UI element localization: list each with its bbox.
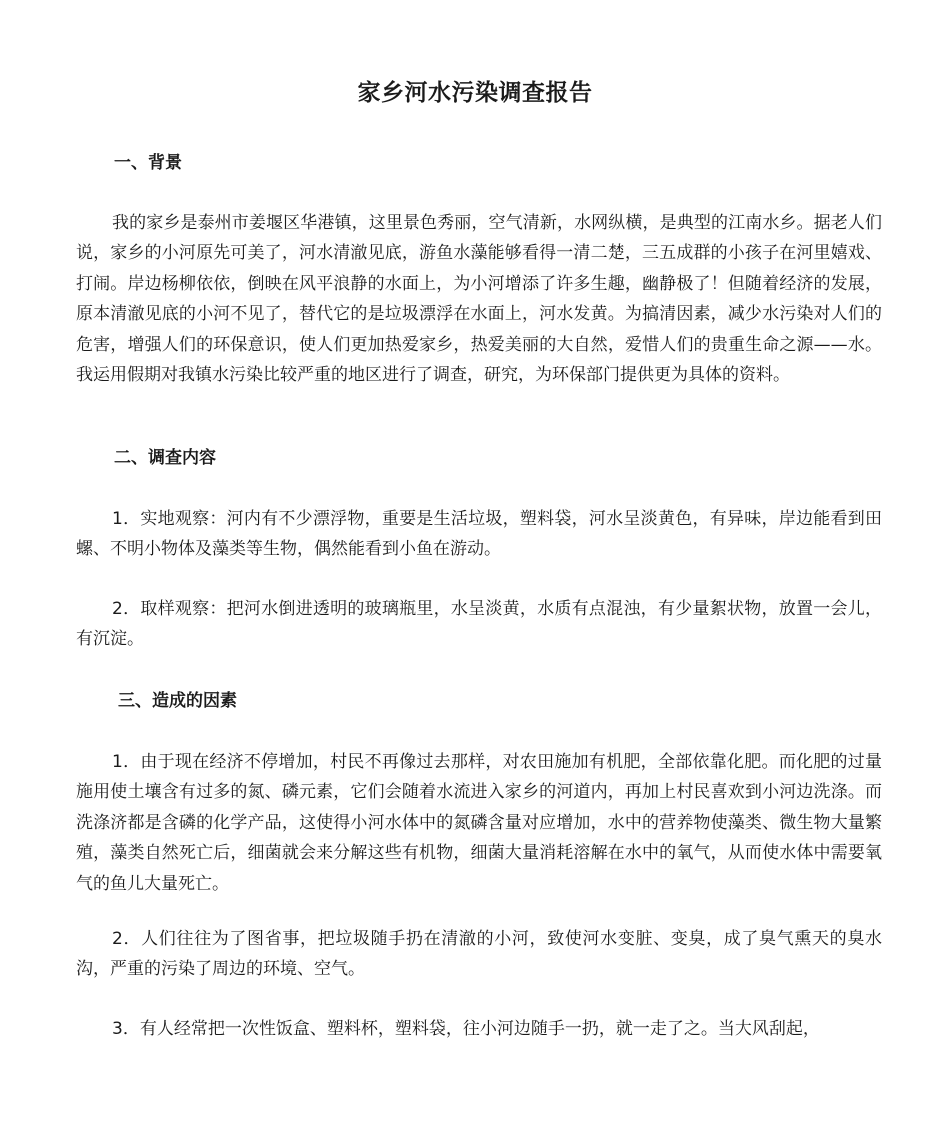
paragraph-cause-fertilizer: 1．由于现在经济不停增加，村民不再像过去那样，对农田施加有机肥，全部依靠化肥。而化肥的过量施用使土壤含有过多的氮、磷元素，它们会随着水流进入家乡的河道内，再加上村民喜欢到小河边洗涤。而洗涤济都是含磷的化学产品，这使得小河水体中的氮磷含量对应增加，水中的营养物使藻类、微生物大量繁殖，藻类自然死亡后，细菌就会来分解这些有机物，细菌大量消耗溶解在水中的氧气，从而使水体中需要氧气的鱼儿大量死亡。 xyxy=(76,752,882,894)
paragraph-background: 我的家乡是泰州市姜堰区华港镇，这里景色秀丽，空气清新，水网纵横，是典型的江南水乡。据老人们说，家乡的小河原先可美了，河水清澈见底，游鱼水藻能够看得一清二楚，三五成群的小孩子在河里嬉戏、打闹。岸边杨柳依依，倒映在风平浪静的水面上，为小河增添了许多生趣，幽静极了！但随着经济的发展，原本清澈见底的小河不见了，替代它的是垃圾漂浮在水面上，河水发黄。为搞清因素，减少水污染对人们的危害，增强人们的环保意识，使人们更加热爱家乡，热爱美丽的大自然，爱惜人们的贵重生命之源——水。我运用假期对我镇水污染比较严重的地区进行了调查，研究，为环保部门提供更为具体的资料。 xyxy=(76,213,882,386)
document-title: 家乡河水污染调查报告 xyxy=(357,80,593,106)
paragraph-cause-plastic: 3．有人经常把一次性饭盒、塑料杯，塑料袋，往小河边随手一扔，就一走了之。当大风刮起， xyxy=(112,1019,820,1039)
section-heading-background: 一、背景 xyxy=(114,153,182,173)
section-heading-survey-content: 二、调查内容 xyxy=(114,448,216,468)
paragraph-field-observation: 1．实地观察：河内有不少漂浮物，重要是生活垃圾，塑料袋，河水呈淡黄色，有异味，岸边能看到田螺、不明小物体及藻类等生物，偶然能看到小鱼在游动。 xyxy=(76,509,882,560)
paragraph-sample-observation: 2．取样观察：把河水倒进透明的玻璃瓶里，水呈淡黄，水质有点混浊，有少量絮状物，放置一会儿，有沉淀。 xyxy=(76,599,882,650)
section-heading-causes: 三、造成的因素 xyxy=(118,691,237,711)
paragraph-cause-garbage: 2．人们往往为了图省事，把垃圾随手扔在清澈的小河，致使河水变脏、变臭，成了臭气熏天的臭水沟，严重的污染了周边的环境、空气。 xyxy=(76,929,882,980)
